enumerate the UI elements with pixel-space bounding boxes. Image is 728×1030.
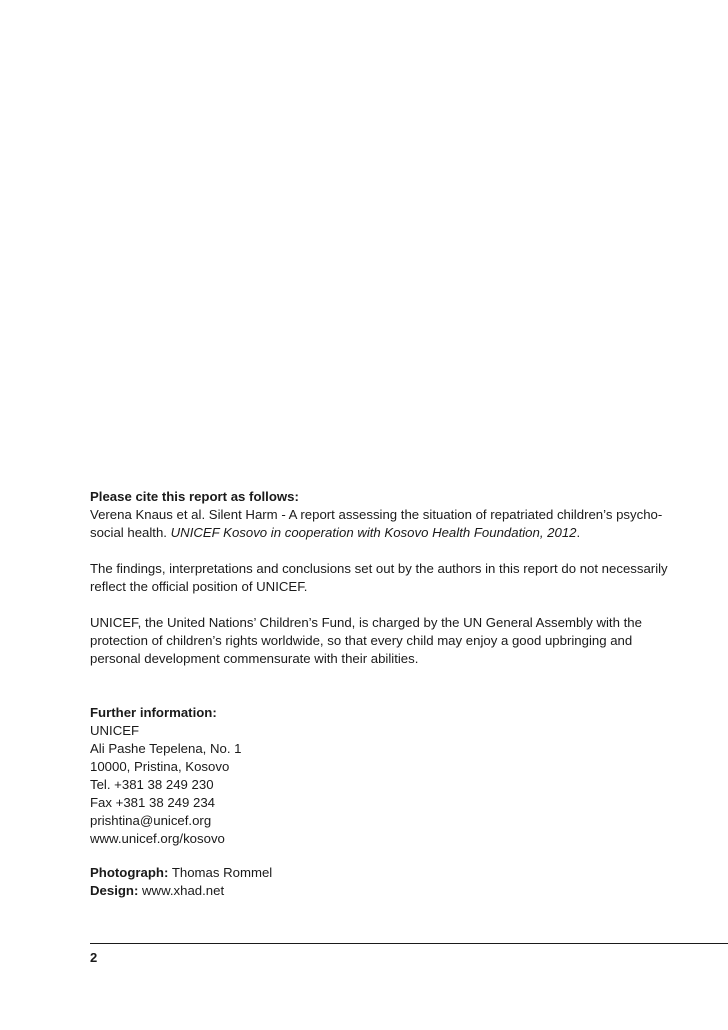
citation-publisher: UNICEF Kosovo in cooperation with Kosovo Health Foundation, 2012 xyxy=(170,525,577,540)
design-label: Design: xyxy=(90,883,139,898)
contact-block xyxy=(90,704,670,848)
contact-line-website[interactable]: www.unicef.org/kosovo xyxy=(90,831,225,846)
contact-line-organization: UNICEF xyxy=(90,723,140,738)
design-credit xyxy=(90,882,670,900)
citation-end: . xyxy=(576,525,581,540)
page-number: 2 xyxy=(90,950,98,965)
footer-rule xyxy=(90,943,728,944)
colophon xyxy=(90,488,670,900)
citation-text: Verena Knaus et al. Silent Harm - A report assessing the situation of repatriated children’s psycho-social health. xyxy=(90,507,663,540)
contact-line-email[interactable]: prishtina@unicef.org xyxy=(90,813,212,828)
contact-line-phone: Tel. +381 38 249 230 xyxy=(90,777,214,792)
mandate-paragraph: UNICEF, the United Nations’ Children’s Fund, is charged by the UN General Assembly with the protection of children’s rights worldwide, so that every child may enjoy a good upbringing and personal development commensurate with their abilities. xyxy=(90,615,642,666)
contact-line-city: 10000, Pristina, Kosovo xyxy=(90,759,230,774)
contact-heading: Further information: xyxy=(90,705,217,720)
contact-line-fax: Fax +381 38 249 234 xyxy=(90,795,216,810)
photograph-value: Thomas Rommel xyxy=(168,865,273,880)
credits-block xyxy=(90,864,670,900)
design-value[interactable]: www.xhad.net xyxy=(138,883,225,898)
photograph-label: Photograph: xyxy=(90,865,169,880)
citation-block xyxy=(90,488,670,542)
citation-heading: Please cite this report as follows: xyxy=(90,489,299,504)
disclaimer-paragraph: The findings, interpretations and conclusions set out by the authors in this report do not necessarily reflect the official position of UNICEF. xyxy=(90,561,668,594)
photograph-credit xyxy=(90,864,670,882)
contact-line-street: Ali Pashe Tepelena, No. 1 xyxy=(90,741,242,756)
